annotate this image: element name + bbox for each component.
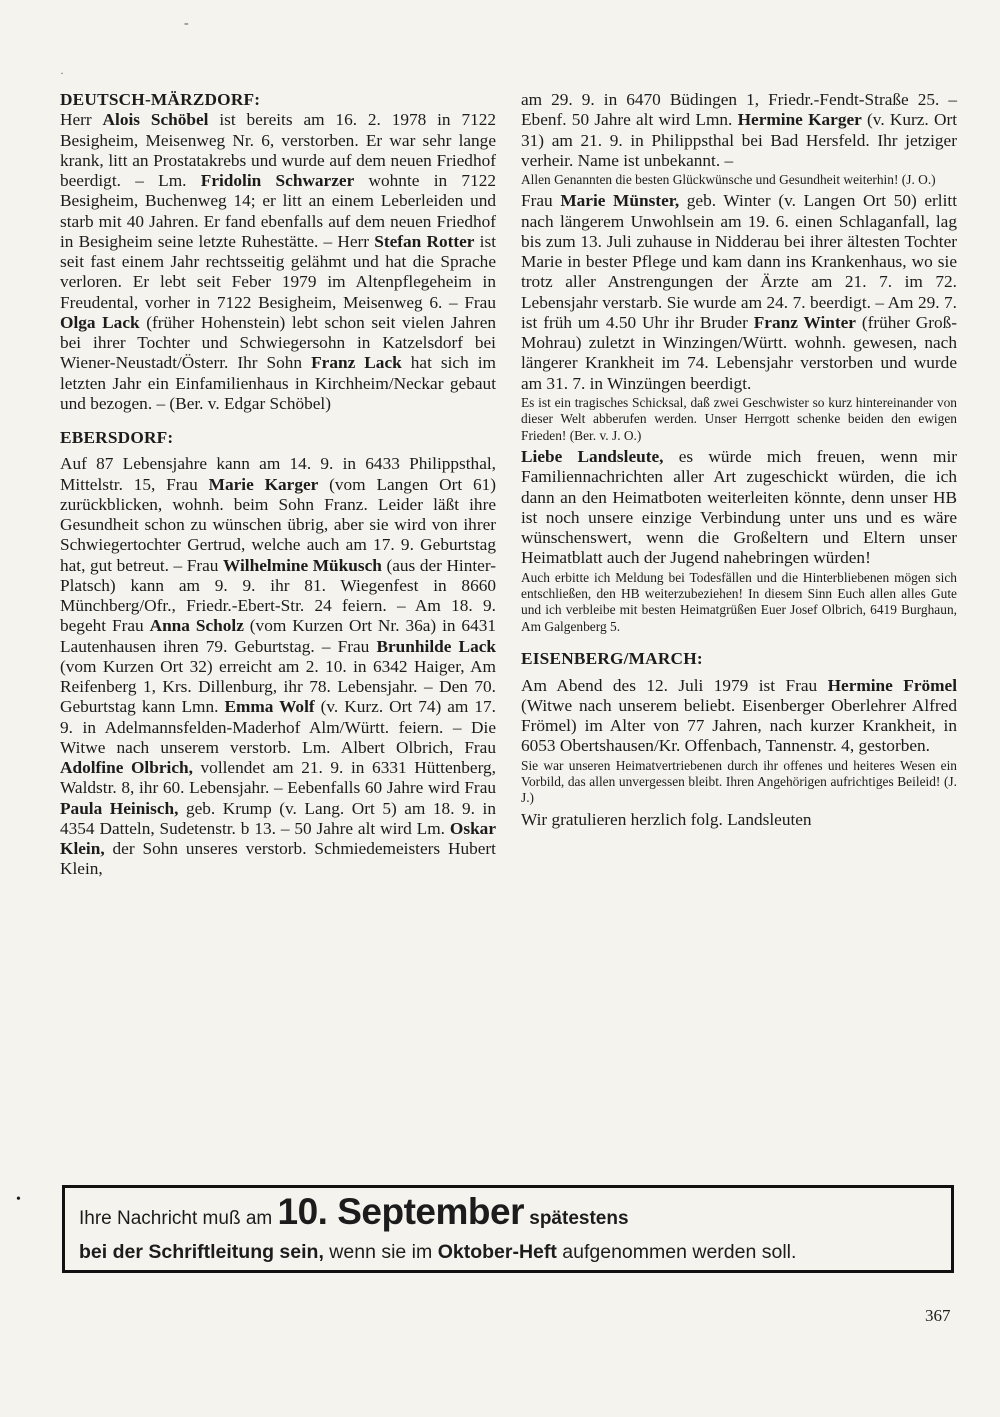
section-heading-deutsch-maerzdorf: DEUTSCH-MÄRZDORF: xyxy=(60,90,261,109)
text-run: am 29. 9. in 6470 Büdingen 1, Friedr.-Fendt-Straße 25. – Ebenf. 50 Jahre alt wird Lmn. xyxy=(521,90,957,130)
text-run: (früher Hohenstein) lebt schon seit vielen Jahren bei ihrer Tochter und Schwiegersohn in Katzelsdorf bei Wiener-Neustadt/Österr. Ihr Sohn xyxy=(60,312,497,373)
text-run: Herr xyxy=(60,110,103,130)
left-column xyxy=(60,90,496,880)
text-run: (vom Kurzen Ort Nr. 36a) in 6431 Lautenhausen ihren 79. Geburtstag. – Frau xyxy=(60,616,496,656)
paragraph-marie-muenster xyxy=(521,191,957,394)
paragraph-liebe-landsleute xyxy=(521,447,957,569)
notice-end: aufgenommen werden soll. xyxy=(562,1241,797,1263)
text-run: Am Abend des 12. Juli 1979 ist Frau xyxy=(521,675,828,695)
text-run: vollendet am 21. 9. in 6331 Hüttenberg, Waldstr. 8, ihr 60. Lebensjahr. – Eebenfalls 60 Jahre wird Frau xyxy=(60,758,496,798)
text-run: Sie war unseren Heimatvertriebenen durch ihr offenes und heiteres Wesen ein Vorbild, das allen unvergessen bleibt. Ihren Angehörigen aufrichtiges Beileid! (J. J.) xyxy=(521,757,957,806)
name-highlight: Anna Scholz xyxy=(149,616,244,636)
notice-suffix: spätestens xyxy=(529,1208,629,1229)
text-run: EISENBERG/MARCH: xyxy=(521,649,703,669)
notice-line-1 xyxy=(79,1191,951,1237)
text-run: Frau xyxy=(521,191,561,211)
name-highlight: Emma Wolf xyxy=(224,697,315,717)
section-heading-eisenberg-march xyxy=(521,649,957,669)
name-highlight: Marie Münster, xyxy=(560,191,680,211)
notice-date: 10. September xyxy=(277,1191,524,1232)
note-tragic-fate xyxy=(521,395,957,444)
note-condolence xyxy=(521,758,957,807)
text-run: (Witwe nach unserem beliebt. Eisenberger Oberlehrer Alfred Frömel) im Alter von 77 Jahren, nach kurzer Krankheit, in 6053 Obertshausen/Kr. Offenbach, Tannenstr. 4, gestorben. xyxy=(521,695,957,756)
name-highlight: Brunhilde Lack xyxy=(376,636,497,656)
name-highlight: Olga Lack xyxy=(60,312,140,332)
text-run: (früher Groß-Mohrau) zuletzt in Winzingen/Württ. wohnh. gewesen, nach längerer Krankheit im 74. Lebensjahr verstorben und wurde am 31. 7. in Winzüngen beerdigt. xyxy=(521,312,957,393)
notice-bullet: • xyxy=(16,1192,21,1207)
text-run: Allen Genannten die besten Glückwünsche und Gesundheit weiterhin! (J. O.) xyxy=(521,172,936,187)
name-highlight: Alois Schöbel xyxy=(102,110,209,130)
name-highlight: Liebe Landsleute, xyxy=(521,447,664,467)
notice-mid: wenn sie im xyxy=(329,1241,433,1263)
deadline-notice-box xyxy=(62,1185,954,1273)
notice-editorial: bei der Schriftleitung sein, xyxy=(79,1241,324,1263)
name-highlight: Adolfine Olbrich, xyxy=(60,758,193,777)
name-highlight: Marie Karger xyxy=(208,474,319,494)
text-run: geb. Winter (v. Langen Ort 50) erlitt nach längerem Unwohlsein am 19. 6. einen Schlaganfall, lag bis zum 13. Juli zuhause in Nidderau bei ihrer ältesten Tochter Marie in bester Pflege und kam dann ins Krankenhaus, wo sie trotz aller Anstrengungen der Ärzte am 21. 7. im 72. Lebensjahr verstarb. Sie wurde am 24. 7. beerdigt. – Am 29. 7. ist früh um 4.50 Uhr ihr Bruder xyxy=(521,191,957,332)
note-best-wishes xyxy=(521,172,957,188)
text-run: Wir gratulieren herzlich folg. Landsleuten xyxy=(521,809,812,829)
text-run: hat sich im letzten Jahr ein Einfamilienhaus in Kirchheim/Neckar gebaut und bezogen. – (Ber. v. Edgar Schöbel) xyxy=(60,353,496,413)
text-run: geb. Krump (v. Lang. Ort 5) am 18. 9. in 4354 Datteln, Sudetenstr. b 13. – 50 Jahre alt wird Lm. xyxy=(60,798,496,838)
notice-line-2 xyxy=(79,1239,951,1265)
text-run: (v. Kurz. Ort 31) am 21. 9. in Philippsthal bei Bad Hersfeld. Ihr jetziger verheir. Name ist unbekannt. – xyxy=(521,110,957,170)
text-run: es würde mich freuen, wenn mir Familiennachrichten aller Art zugeschickt würden, die ich dann an den Heimatboten weiterleiten könnte, denn unser HB ist noch unsere einzige Verbindung unter uns und es wäre wünschenswert, wenn die Großeltern und Eltern unser Heimatblatt auch der Jugend nahebringen würden! xyxy=(521,447,957,568)
text-run: (vom Kurzen Ort 32) erreicht am 2. 10. in 6342 Haiger, Am Reifenberg 1, Krs. Dillenburg, ihr 78. Lebensjahr. – Den 70. Geburtstag kann Lmn. xyxy=(60,656,496,717)
page-number: 367 xyxy=(925,1306,951,1325)
notice-prefix: Ihre Nachricht muß am xyxy=(79,1208,273,1229)
paragraph-birthdays-continued xyxy=(521,90,957,171)
text-run: Auch erbitte ich Meldung bei Todesfällen und die Hinterbliebenen mögen sich entschließen, den HB weiterzubeziehen! In diesem Sinn Euch allen alles Gute und ich verbleibe mit besten Heimatgrüßen Euer Josef Olbrich, 6419 Burghaun, Am Galgenberg 5. xyxy=(521,569,957,634)
name-highlight: Hermine Frömel xyxy=(827,675,957,695)
name-highlight: Fridolin Schwarzer xyxy=(200,171,355,190)
margin-mark: · xyxy=(60,66,64,80)
notice-issue: Oktober-Heft xyxy=(437,1241,557,1263)
name-highlight: Stefan Rotter xyxy=(374,231,475,251)
name-highlight: Franz Winter xyxy=(753,312,856,332)
paragraph-ebersdorf xyxy=(60,454,496,879)
text-run: Auf 87 Lebensjahre kann am 14. 9. in 6433 Philippsthal, Mittelstr. 15, Frau xyxy=(60,454,496,494)
text-run: (aus der Hinter-Platsch) kann am 9. 9. ihr 81. Wiegenfest in 8660 Münchberg/Ofr., Friedr.-Ebert-Str. 24 feiern. – Am 18. 9. begeht Frau xyxy=(60,555,497,636)
top-margin-mark: - xyxy=(184,16,189,31)
right-column xyxy=(521,90,957,830)
paragraph-deutsch-maerzdorf xyxy=(60,110,496,414)
note-olbrich-request xyxy=(521,570,957,636)
paragraph-congratulations xyxy=(521,810,957,830)
text-run: ist seit fast einem Jahr rechtsseitig gelähmt und hat die Sprache verloren. Er lebt seit Feber 1979 im Altenpflegeheim in Freudental, vorher in 7122 Besigheim, Meisenweg 6. – Frau xyxy=(60,231,496,312)
name-highlight: Franz Lack xyxy=(311,353,402,373)
name-highlight: Paula Heinisch, xyxy=(60,798,179,818)
name-highlight: Oskar Klein, xyxy=(60,818,496,858)
text-run: der Sohn unseres verstorb. Schmiedemeisters Hubert Klein, xyxy=(60,839,496,879)
name-highlight: Wilhelmine Mükusch xyxy=(223,555,382,575)
paragraph-hermine-froemel xyxy=(521,676,957,757)
text-run: ist bereits am 16. 2. 1978 in 7122 Besigheim, Meisenweg Nr. 6, verstorben. Er war sehr lange krank, litt an Prostatakrebs und wurde auf dem neuen Friedhof beerdigt. – Lm. xyxy=(60,110,497,190)
text-run: (vom Langen Ort 61) zurückblicken, wohnh. beim Sohn Franz. Leider läßt ihre Gesundheit schon zu wünschen übrig, aber sie wird von ihrer Schwiegertochter Gertrud, welche auch am 17. 9. Geburtstag hat, gut betreut. – Frau xyxy=(60,474,496,575)
name-highlight: Hermine Karger xyxy=(737,110,862,130)
text-run: wohnte in 7122 Besigheim, Buchenweg 14; er litt an einem Leberleiden und starb mit 40 Jahren. Er fand ebenfalls auf dem neuen Friedhof in Besigheim seine letzte Ruhestätte. – Herr xyxy=(60,171,496,251)
text-run: (v. Kurz. Ort 74) am 17. 9. in Adelmannsfelden-Maderhof Alm/Württ. feiern. – Die Witwe nach unserem verstorb. Lm. Albert Olbrich, Frau xyxy=(60,697,496,757)
text-run: Es ist ein tragisches Schicksal, daß zwei Geschwister so kurz hintereinander von dieser Welt abberufen werden. Unser Herrgott schenke beiden den ewigen Frieden! (Ber. v. J. O.) xyxy=(521,394,957,443)
section-heading-ebersdorf: EBERSDORF: xyxy=(60,428,174,447)
